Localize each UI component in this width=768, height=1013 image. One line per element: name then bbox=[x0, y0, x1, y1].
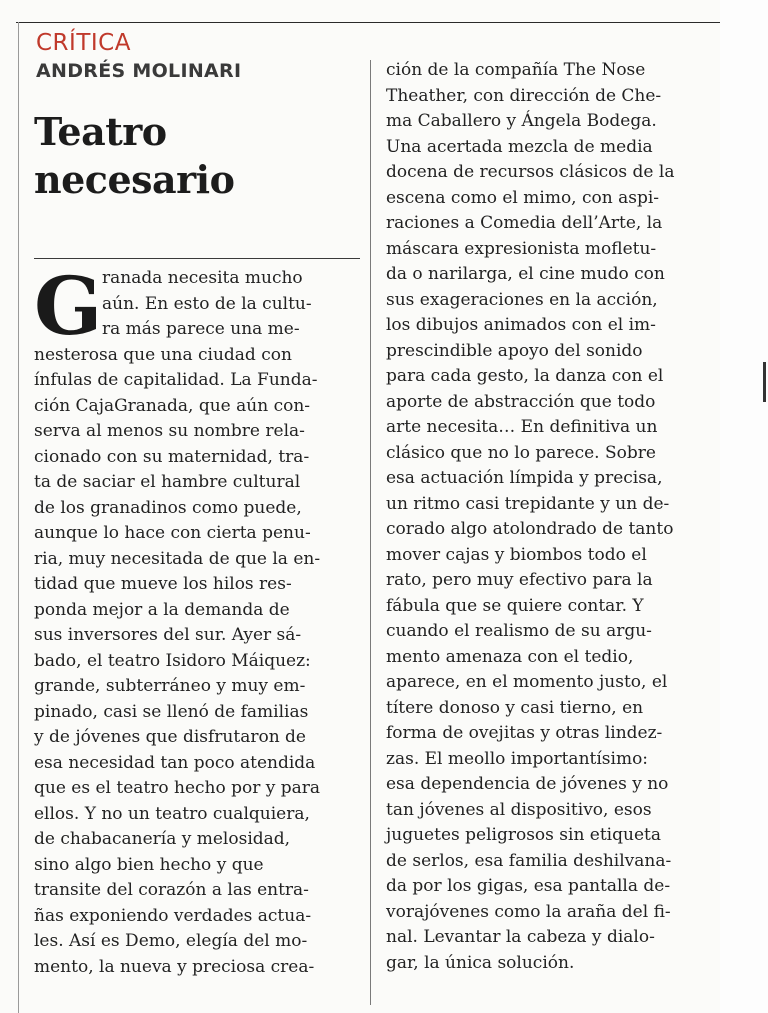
section-label: CRÍTICA bbox=[36, 30, 131, 56]
text-line: que es el teatro hecho por y para bbox=[34, 778, 321, 798]
text-line: tan jóvenes al dispositivo, esos bbox=[386, 799, 652, 820]
text-line: da o narilarga, el cine mudo con bbox=[386, 264, 665, 284]
text-line: ria, muy necesitada de que la en- bbox=[34, 548, 321, 569]
headline-line: necesario bbox=[34, 157, 235, 202]
text-line: juguetes peligrosos sin etiqueta bbox=[386, 825, 661, 845]
text-line: raciones a Comedia dell’Arte, la bbox=[386, 213, 663, 233]
text-line: ponda mejor a la demanda de bbox=[34, 599, 290, 620]
text-line: títere donoso y casi tierno, en bbox=[386, 697, 644, 718]
headline bbox=[34, 108, 354, 204]
text-line: esa necesidad tan poco atendida bbox=[34, 752, 316, 773]
page-margin bbox=[720, 0, 768, 1013]
text-line: de chabacanería y melosidad, bbox=[34, 829, 291, 849]
text-line: nesterosa que una ciudad con bbox=[34, 344, 292, 365]
text-line: aunque lo hace con cierta penu- bbox=[34, 523, 311, 543]
text-line: corado algo atolondrado de tanto bbox=[386, 519, 674, 539]
text-line: mover cajas y biombos todo el bbox=[386, 544, 647, 565]
text-line: cuando el realismo de su argu- bbox=[386, 621, 652, 641]
text-line: serva al menos su nombre rela- bbox=[34, 421, 305, 441]
text-line: ranada necesita mucho bbox=[102, 268, 303, 288]
column-divider bbox=[370, 60, 371, 1005]
text-line: bado, el teatro Isidoro Máiquez: bbox=[34, 650, 311, 671]
text-line: ción de la compañía The Nose bbox=[386, 60, 646, 80]
text-line: Theather, con dirección de Che- bbox=[386, 85, 662, 106]
text-line: ra más parece una me- bbox=[102, 319, 300, 339]
text-line: sus inversores del sur. Ayer sá- bbox=[34, 625, 302, 645]
text-line: para cada gesto, la danza con el bbox=[386, 366, 664, 386]
text-line: transite del corazón a las entra- bbox=[34, 880, 309, 900]
text-line: escena como el mimo, con aspi- bbox=[386, 187, 660, 208]
text-line: zas. El meollo importantísimo: bbox=[386, 748, 649, 769]
text-line: pinado, casi se llenó de familias bbox=[34, 701, 309, 722]
text-line: da por los gigas, esa pantalla de- bbox=[386, 876, 671, 896]
text-line: prescindible apoyo del sonido bbox=[386, 340, 643, 361]
text-line: mento, la nueva y preciosa crea- bbox=[34, 956, 315, 977]
text-line: y de jóvenes que disfrutaron de bbox=[34, 727, 306, 747]
text-line: rato, pero muy efectivo para la bbox=[386, 570, 653, 590]
article-column-left bbox=[34, 259, 356, 980]
text-line: ellos. Y no un teatro cualquiera, bbox=[34, 803, 310, 824]
headline-line: Teatro bbox=[34, 109, 167, 154]
text-line: vorajóvenes como la araña del fi- bbox=[386, 901, 671, 922]
text-line: Una acertada mezcla de media bbox=[386, 136, 653, 157]
text-line: docena de recursos clásicos de la bbox=[386, 162, 675, 182]
article-column-right bbox=[386, 58, 718, 976]
text-line: sus exageraciones en la acción, bbox=[386, 289, 658, 310]
text-line: grande, subterráneo y muy em- bbox=[34, 676, 306, 696]
top-rule bbox=[16, 22, 720, 23]
text-line: forma de ovejitas y otras lindez- bbox=[386, 723, 663, 743]
text-line: ínfulas de capitalidad. La Funda- bbox=[34, 370, 318, 390]
text-line: les. Así es Demo, elegía del mo- bbox=[34, 931, 308, 951]
text-line: aporte de abstracción que todo bbox=[386, 391, 656, 412]
text-line: aún. En esto de la cultu- bbox=[102, 293, 312, 314]
text-line: ción CajaGranada, que aún con- bbox=[34, 395, 311, 416]
text-line: aparece, en el momento justo, el bbox=[386, 672, 668, 692]
text-line: sino algo bien hecho y que bbox=[34, 854, 264, 875]
page-edge-mark bbox=[763, 362, 766, 402]
text-line: mento amenaza con el tedio, bbox=[386, 646, 634, 667]
text-line: tidad que mueve los hilos res- bbox=[34, 574, 292, 594]
text-line: ta de saciar el hambre cultural bbox=[34, 472, 301, 492]
drop-cap: G bbox=[34, 259, 103, 353]
text-line: de los granadinos como puede, bbox=[34, 497, 302, 518]
text-line: un ritmo casi trepidante y un de- bbox=[386, 493, 670, 514]
text-line: esa actuación límpida y precisa, bbox=[386, 468, 663, 488]
text-line: clásico que no lo parece. Sobre bbox=[386, 442, 656, 463]
text-line: de serlos, esa familia deshilvana- bbox=[386, 850, 672, 871]
text-line: gar, la única solución. bbox=[386, 952, 575, 973]
text-line: cionado con su maternidad, tra- bbox=[34, 446, 310, 467]
text-line: arte necesita… En definitiva un bbox=[386, 417, 658, 437]
left-column-rule bbox=[18, 22, 19, 1013]
text-line: nal. Levantar la cabeza y dialo- bbox=[386, 927, 655, 947]
text-line: esa dependencia de jóvenes y no bbox=[386, 774, 669, 794]
text-line: los dibujos animados con el im- bbox=[386, 315, 656, 335]
text-line: ma Caballero y Ángela Bodega. bbox=[386, 111, 657, 131]
text-line: máscara expresionista mofletu- bbox=[386, 238, 657, 259]
text-line: fábula que se quiere contar. Y bbox=[386, 595, 644, 616]
text-line: ñas exponiendo verdades actua- bbox=[34, 905, 312, 926]
author-byline: ANDRÉS MOLINARI bbox=[36, 60, 242, 82]
